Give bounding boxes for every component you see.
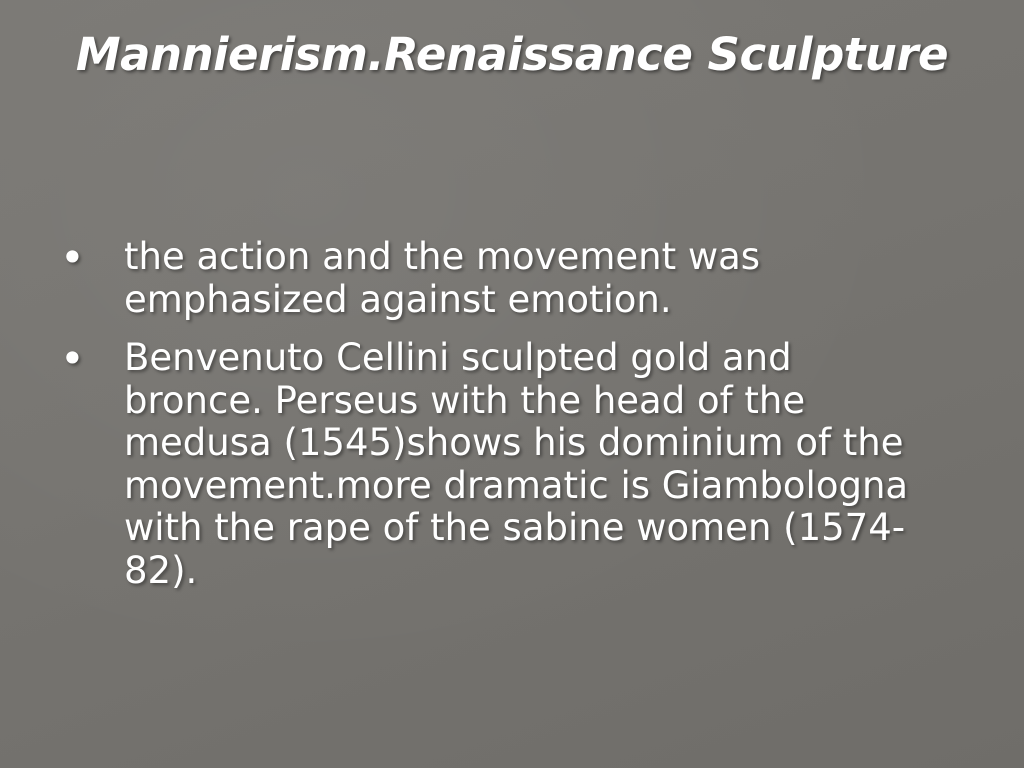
list-item (52, 233, 952, 321)
bullet-list (52, 233, 952, 592)
list-item (52, 334, 952, 592)
page-title: Mannierism.Renaissance Sculpture (75, 28, 949, 81)
list-item-text: Benvenuto Cellini sculpted gold and bronce. Perseus with the head of the medusa (1545)shows his dominium of the movement.more dramatic is Giambologna with the rape of the sabine women (1574-82). (124, 336, 909, 592)
list-item-text: the action and the movement was emphasized against emotion. (124, 235, 761, 321)
slide-body (52, 233, 952, 608)
bullet-point-icon: • (60, 233, 85, 282)
bullet-point-icon: • (60, 334, 85, 384)
